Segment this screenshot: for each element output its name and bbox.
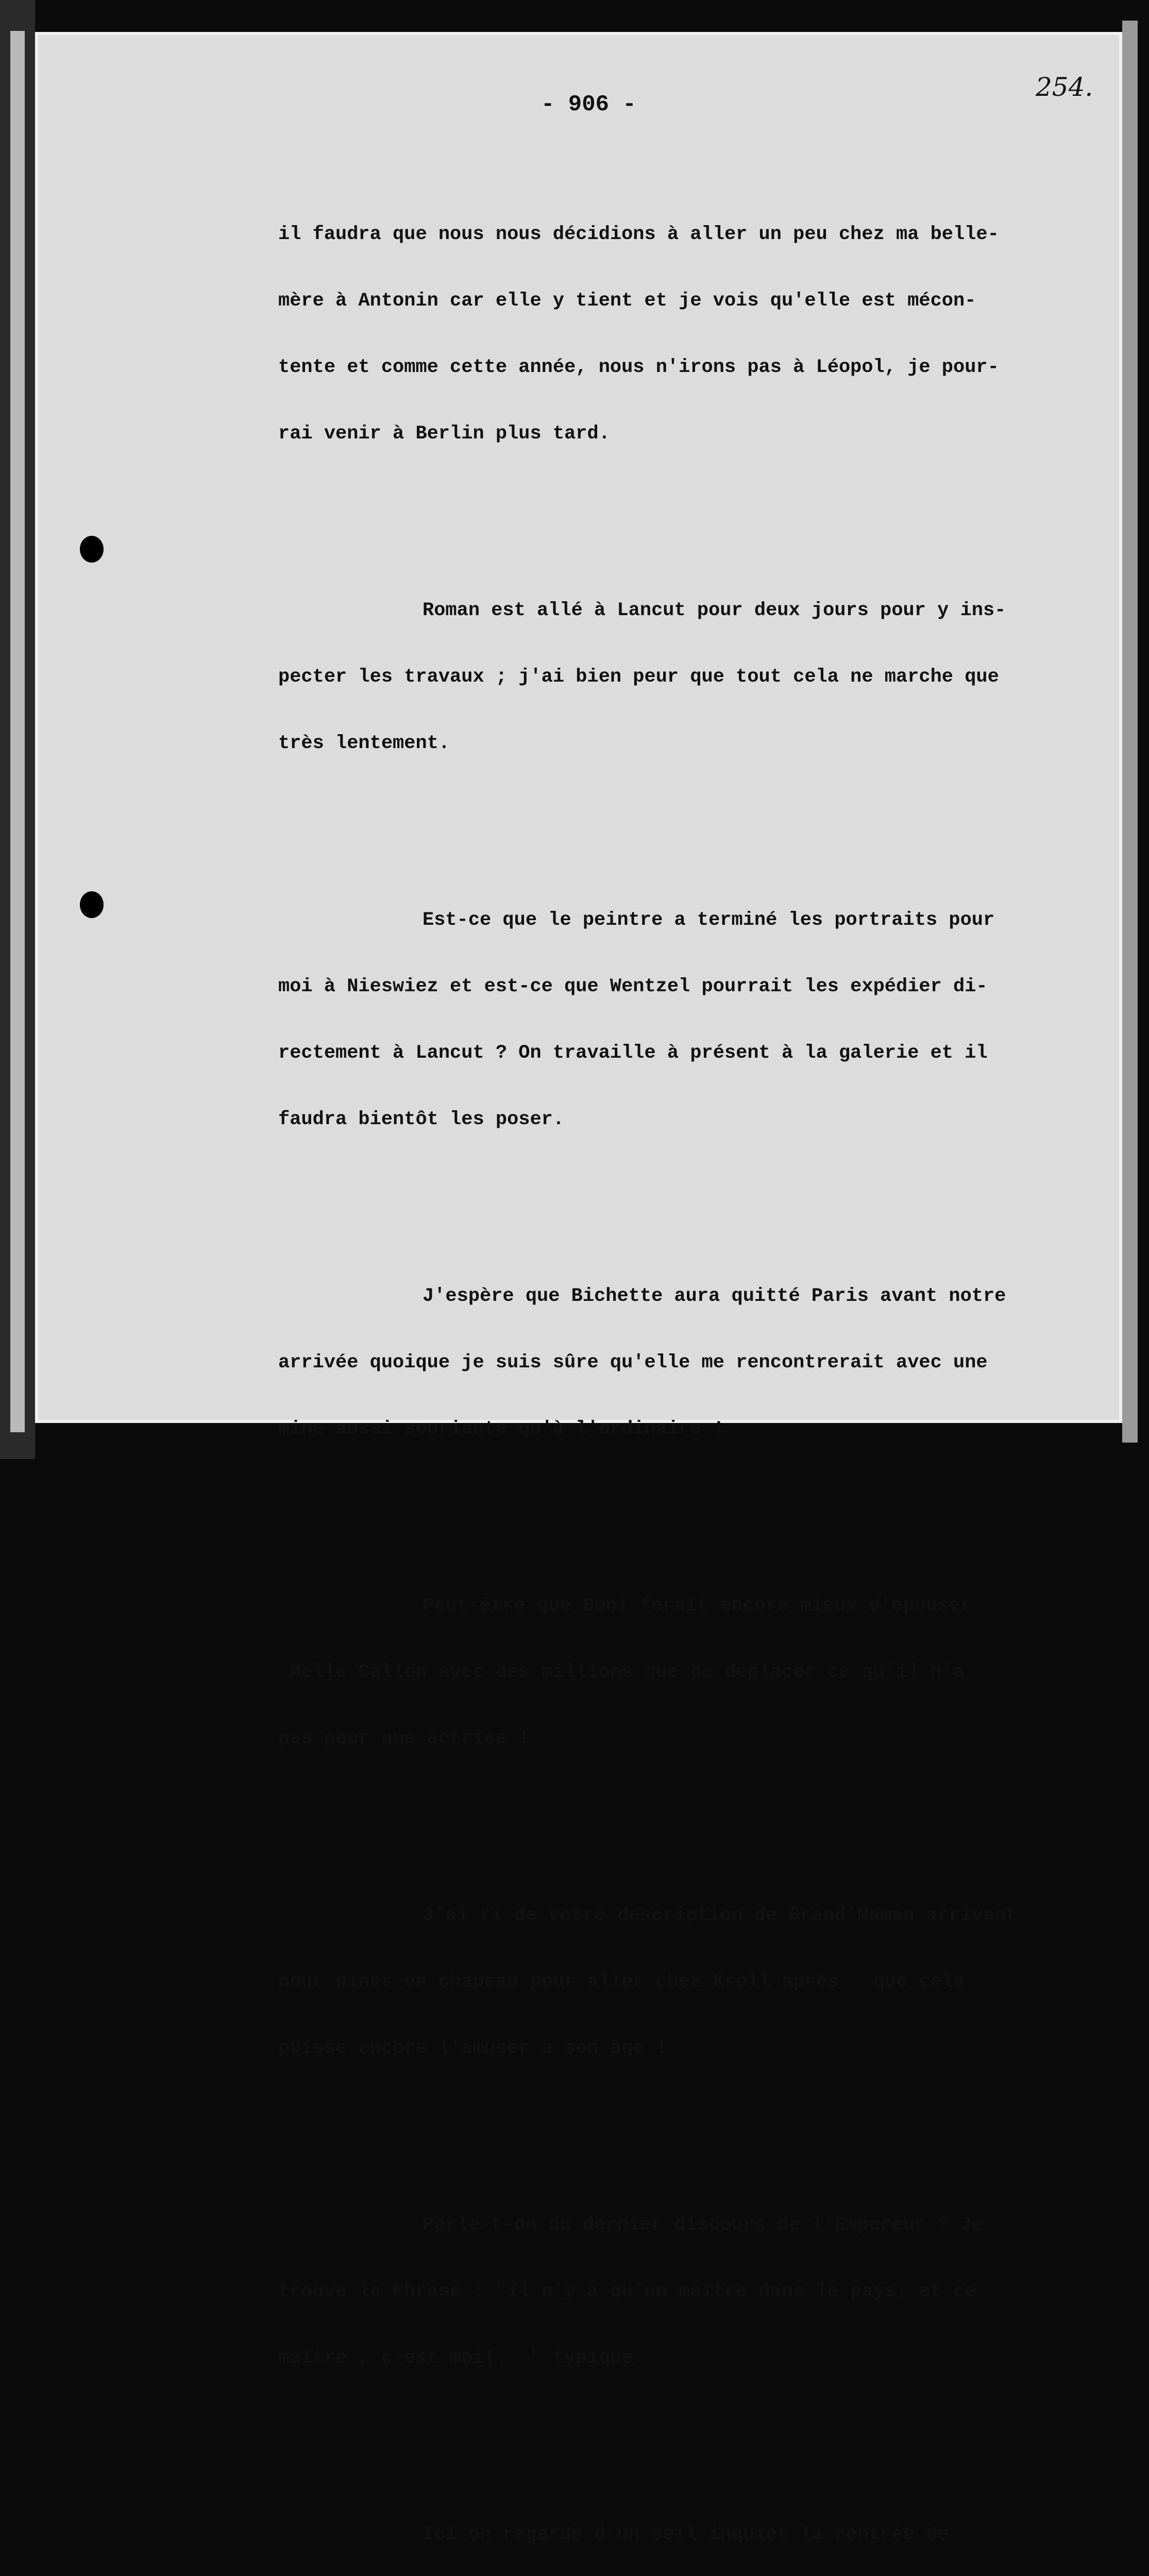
text-line: faudra bientôt les poser. (278, 1109, 565, 1130)
text-line: maitre , c'est moi(. " typique. (278, 2347, 645, 2369)
text-line: trouve la Phrase : "Il n'y a qu'un maitre dans le pays, et ce (278, 2281, 976, 2302)
letter-body (278, 135, 1113, 2576)
folio-number: 254. (1036, 72, 1093, 102)
page-number: - 906 - (541, 92, 636, 117)
text-line: J'ai ri de votre description de Grand'Maman arrivant (423, 1905, 1018, 1926)
paragraph (278, 2480, 1113, 2576)
left-frame-edge (10, 31, 25, 1432)
text-line: rai venir à Berlin plus tard. (278, 423, 610, 445)
text-line: pas pour une actrice ! (278, 1728, 530, 1750)
text-line: pour diner en chapeau pour aller chez Kroll après - que cela (278, 1971, 965, 1993)
text-line: puisse encore l'amuser à son âge ! (278, 2038, 667, 2059)
text-line: mine aussi souriante qu'à l'ordinaire ! (278, 1418, 724, 1440)
text-line: Melle Callon avec des millions que de déplacer ce qu'il n'a (278, 1662, 965, 1683)
paragraph (278, 1860, 1113, 2104)
text-line: Parle-t-on du dernier discours de l'Empereur ? Je (423, 2214, 983, 2236)
text-line: pecter les travaux ; j'ai bien peur que tout cela ne marche que (278, 666, 999, 688)
text-line: tente et comme cette année, nous n'irons pas à Léopol, je pour- (278, 357, 999, 378)
left-frame (0, 0, 35, 1459)
text-line: J'espère que Bichette aura quitté Paris avant notre (423, 1285, 1006, 1307)
punch-hole (80, 891, 104, 918)
paragraph (278, 865, 1113, 1175)
paragraph (278, 1241, 1113, 1485)
text-line: Peut-être que Boni ferait encore mieux d'épouser (423, 1595, 972, 1617)
paragraph (278, 555, 1113, 799)
text-line: rectement à Lancut ? On travaille à présent à la galerie et il (278, 1042, 988, 1064)
punch-hole (80, 536, 104, 563)
paragraph (278, 2170, 1113, 2414)
text-line: Ici on regarde d'un oeil inquiet la rentrée de (423, 2524, 949, 2546)
text-line: très lentement. (278, 733, 450, 754)
text-line: mère à Antonin car elle y tient et je vois qu'elle est mécon- (278, 290, 976, 312)
text-line: Est-ce que le peintre a terminé les portraits pour (423, 909, 995, 931)
text-line: moi à Nieswiez et est-ce que Wentzel pourrait les expédier di- (278, 976, 988, 997)
text-line: arrivée quoique je suis sûre qu'elle me rencontrerait avec une (278, 1352, 988, 1374)
paragraph (278, 1551, 1113, 1794)
paragraph (278, 179, 1113, 489)
text-line: Roman est allé à Lancut pour deux jours pour y ins- (423, 600, 1006, 621)
text-line: il faudra que nous nous décidions à aller un peu chez ma belle- (278, 224, 999, 245)
page-right-edge (1122, 21, 1138, 1443)
